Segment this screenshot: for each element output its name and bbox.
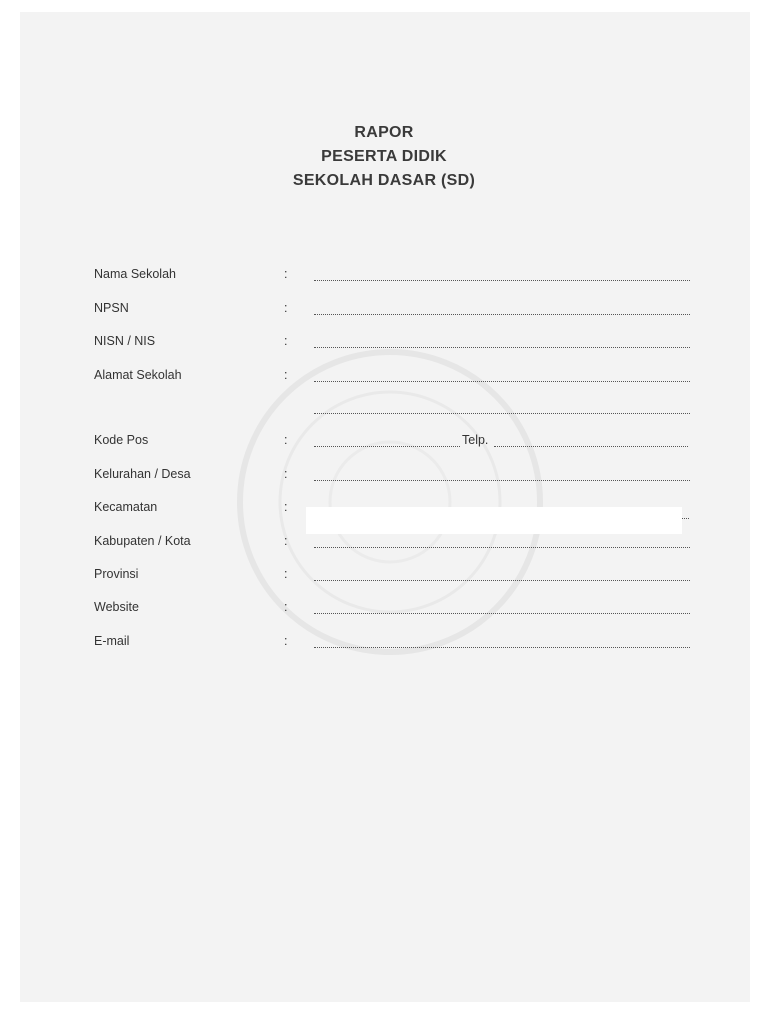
- field-colon: :: [284, 500, 288, 514]
- fill-line-tail: [682, 518, 689, 519]
- field-website: [0, 600, 768, 620]
- fill-line[interactable]: [314, 413, 690, 414]
- field-label: Provinsi: [94, 567, 139, 581]
- fill-line-kode-pos[interactable]: [314, 446, 460, 447]
- field-colon: :: [284, 567, 288, 581]
- field-provinsi: [0, 567, 768, 587]
- field-kelurahan-desa: [0, 467, 768, 487]
- fill-line-telp[interactable]: [494, 446, 688, 447]
- fill-line[interactable]: [314, 280, 690, 281]
- field-label: Kabupaten / Kota: [94, 534, 191, 548]
- field-alamat-sekolah: [0, 368, 768, 388]
- doc-title-line2: PESERTA DIDIK: [321, 148, 447, 165]
- field-colon: :: [284, 368, 288, 382]
- field-colon: :: [284, 301, 288, 315]
- field-colon: :: [284, 634, 288, 648]
- telp-label: Telp.: [462, 433, 489, 447]
- fill-line[interactable]: [314, 480, 690, 481]
- field-colon: :: [284, 600, 288, 614]
- fill-line[interactable]: [314, 547, 690, 548]
- field-label: NPSN: [94, 301, 129, 315]
- field-nisn-nis: [0, 334, 768, 354]
- field-colon: :: [284, 334, 288, 348]
- fill-line[interactable]: [314, 580, 690, 581]
- field-colon: :: [284, 433, 288, 447]
- redaction-box: [306, 507, 682, 534]
- field-colon: :: [284, 267, 288, 281]
- field-label: E-mail: [94, 634, 130, 648]
- fill-line[interactable]: [314, 347, 690, 348]
- field-colon: :: [284, 534, 288, 548]
- field-alamat-sekolah-line2: [0, 400, 768, 420]
- field-label: Alamat Sekolah: [94, 368, 182, 382]
- field-label: NISN / NIS: [94, 334, 156, 348]
- field-label: Nama Sekolah: [94, 267, 176, 281]
- field-kode-pos: [0, 433, 768, 453]
- fill-line[interactable]: [314, 381, 690, 382]
- field-label: Kode Pos: [94, 433, 149, 447]
- fill-line[interactable]: [314, 314, 690, 315]
- field-nama-sekolah: [0, 267, 768, 287]
- field-colon: :: [284, 467, 288, 481]
- fill-line[interactable]: [314, 613, 690, 614]
- field-label: Website: [94, 600, 139, 614]
- field-npsn: [0, 301, 768, 321]
- field-label: Kelurahan / Desa: [94, 467, 191, 481]
- doc-title-line3: SEKOLAH DASAR (SD): [292, 172, 476, 189]
- fill-line[interactable]: [314, 647, 690, 648]
- field-email: [0, 634, 768, 654]
- doc-title-line1: RAPOR: [354, 124, 414, 141]
- field-kabupaten-kota: [0, 534, 768, 554]
- field-label: Kecamatan: [94, 500, 158, 514]
